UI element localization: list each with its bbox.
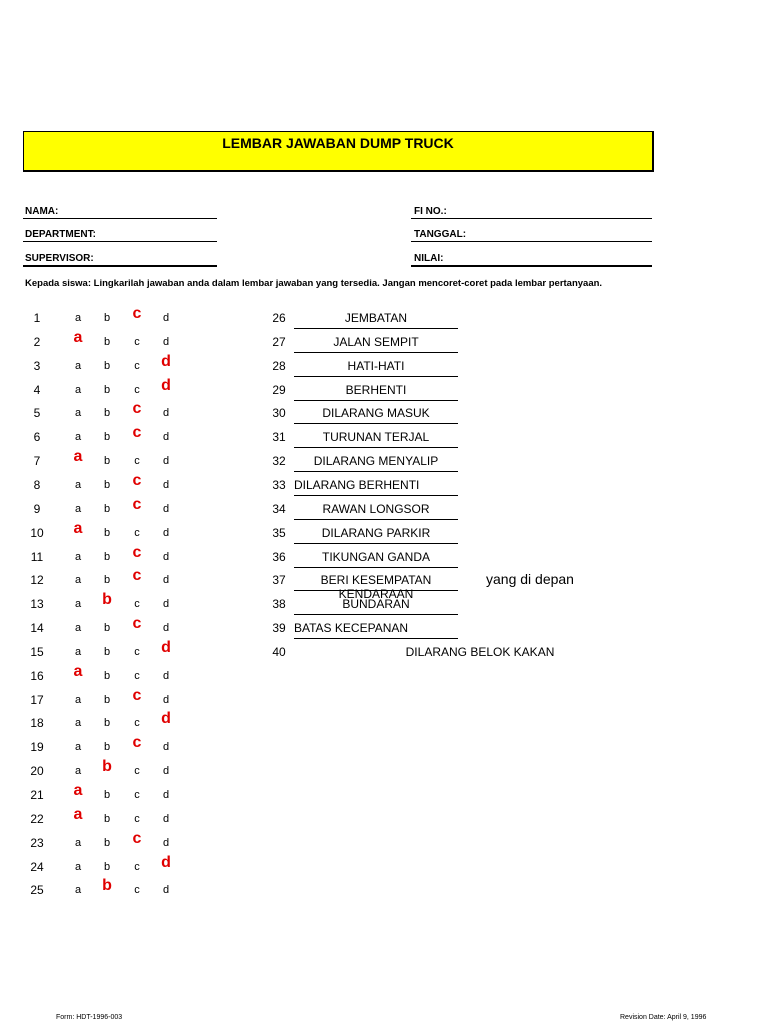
question-number: 10 bbox=[30, 525, 44, 540]
option-b[interactable]: b bbox=[103, 693, 111, 706]
option-c-selected[interactable]: c bbox=[132, 305, 142, 322]
option-c[interactable]: c bbox=[134, 383, 140, 396]
option-a[interactable]: a bbox=[74, 407, 82, 420]
option-a-selected[interactable]: a bbox=[73, 328, 83, 346]
question-number: 1 bbox=[33, 311, 41, 325]
option-d[interactable]: d bbox=[162, 598, 170, 611]
option-c-selected[interactable]: c bbox=[132, 829, 142, 847]
sign-answer[interactable]: RAWAN LONGSOR bbox=[322, 501, 430, 516]
question-number: 17 bbox=[30, 692, 44, 707]
option-a[interactable]: a bbox=[74, 860, 82, 873]
option-a[interactable]: a bbox=[74, 574, 82, 587]
option-d[interactable]: d bbox=[162, 455, 170, 468]
question-number: 9 bbox=[33, 501, 41, 516]
option-b[interactable]: b bbox=[103, 431, 111, 444]
sign-answer-row bbox=[0, 359, 768, 379]
department-label: DEPARTMENT: bbox=[25, 229, 96, 240]
option-b[interactable]: b bbox=[103, 335, 111, 348]
option-d[interactable]: d bbox=[162, 789, 170, 801]
question-number: 18 bbox=[30, 716, 44, 731]
option-b[interactable]: b bbox=[103, 860, 111, 873]
option-b[interactable]: b bbox=[103, 359, 111, 372]
sign-answer-extra: yang di depan bbox=[486, 571, 574, 588]
fi-no-field[interactable] bbox=[411, 218, 652, 219]
sign-answer[interactable]: BUNDARAN bbox=[342, 597, 410, 612]
question-number: 16 bbox=[30, 668, 44, 683]
sign-answer[interactable]: DILARANG MENYALIP bbox=[313, 454, 439, 469]
answer-underline bbox=[294, 400, 458, 401]
nama-label: NAMA: bbox=[25, 206, 59, 217]
option-c[interactable]: c bbox=[134, 645, 140, 658]
option-d-selected[interactable]: d bbox=[161, 352, 171, 370]
option-d[interactable]: d bbox=[162, 765, 170, 778]
option-a[interactable]: a bbox=[74, 312, 82, 324]
answer-underline bbox=[294, 614, 458, 615]
instruction-text: Kepada siswa: Lingkarilah jawaban anda dalam lembar jawaban yang tersedia. Jangan mencoret-coret pada lembar pertanyaan. bbox=[25, 278, 603, 289]
option-d[interactable]: d bbox=[162, 622, 170, 635]
option-a[interactable]: a bbox=[74, 598, 82, 611]
sign-answer[interactable]: TIKUNGAN GANDA bbox=[321, 549, 430, 564]
option-c-selected[interactable]: c bbox=[132, 734, 142, 752]
question-number: 23 bbox=[30, 835, 44, 850]
sign-answer-row bbox=[0, 597, 768, 617]
question-row bbox=[0, 758, 200, 784]
option-b[interactable]: b bbox=[103, 526, 111, 539]
option-b[interactable]: b bbox=[103, 717, 111, 730]
question-row bbox=[0, 782, 200, 808]
sign-answer-row bbox=[0, 550, 768, 570]
option-d[interactable]: d bbox=[162, 431, 170, 444]
question-number: 13 bbox=[30, 597, 44, 612]
sign-answer-row bbox=[0, 335, 768, 355]
option-d-selected[interactable]: d bbox=[161, 376, 171, 394]
option-c-selected[interactable]: c bbox=[132, 686, 142, 704]
sign-answer[interactable]: BATAS KECEPANAN bbox=[294, 621, 409, 636]
revision-date: Revision Date: April 9, 1996 bbox=[620, 1014, 707, 1021]
sign-answer[interactable]: BERHENTI bbox=[345, 382, 407, 397]
question-number: 19 bbox=[30, 740, 44, 755]
question-number: 2 bbox=[33, 334, 41, 349]
option-d[interactable]: d bbox=[162, 526, 170, 539]
nama-field[interactable] bbox=[23, 218, 217, 219]
department-field[interactable] bbox=[23, 241, 217, 242]
option-b[interactable]: b bbox=[103, 812, 111, 825]
option-c[interactable]: c bbox=[134, 359, 140, 372]
option-b[interactable]: b bbox=[103, 550, 111, 563]
option-a[interactable]: a bbox=[74, 765, 82, 778]
question-number: 3 bbox=[33, 358, 41, 373]
option-d[interactable]: d bbox=[162, 669, 170, 682]
sign-number: 32 bbox=[272, 454, 286, 469]
option-a[interactable]: a bbox=[74, 741, 82, 754]
option-a-selected[interactable]: a bbox=[73, 782, 83, 799]
question-number: 7 bbox=[33, 454, 41, 469]
sign-answer-row bbox=[0, 478, 768, 498]
option-a[interactable]: a bbox=[74, 884, 82, 897]
option-a[interactable]: a bbox=[74, 717, 82, 730]
question-number: 4 bbox=[33, 382, 41, 397]
nilai-label: NILAI: bbox=[414, 253, 444, 264]
sign-number: 29 bbox=[272, 382, 286, 397]
sign-answer-row bbox=[0, 502, 768, 522]
question-number: 24 bbox=[30, 859, 44, 874]
sign-number: 33 bbox=[272, 477, 286, 492]
sign-number: 28 bbox=[272, 358, 286, 373]
option-c[interactable]: c bbox=[134, 812, 140, 825]
option-a-selected[interactable]: a bbox=[73, 448, 83, 466]
option-b[interactable]: b bbox=[103, 836, 111, 849]
option-d[interactable]: d bbox=[162, 812, 170, 825]
option-d[interactable]: d bbox=[162, 574, 170, 587]
question-number: 22 bbox=[30, 811, 44, 826]
form-number: Form: HDT-1996-003 bbox=[56, 1014, 123, 1021]
option-d-selected[interactable]: d bbox=[161, 710, 171, 728]
question-row bbox=[0, 662, 200, 689]
option-b[interactable]: b bbox=[103, 574, 111, 587]
option-b[interactable]: b bbox=[103, 478, 111, 491]
sign-number: 37 bbox=[272, 573, 286, 588]
sign-number: 34 bbox=[272, 501, 286, 516]
option-c[interactable]: c bbox=[134, 598, 140, 611]
option-d[interactable]: d bbox=[162, 884, 170, 897]
option-c[interactable]: c bbox=[134, 335, 140, 348]
option-d[interactable]: d bbox=[162, 407, 170, 420]
option-d[interactable]: d bbox=[162, 550, 170, 563]
option-c[interactable]: c bbox=[134, 765, 140, 778]
sign-number: 39 bbox=[272, 621, 286, 636]
option-c[interactable]: c bbox=[134, 789, 140, 801]
answer-underline bbox=[294, 447, 458, 448]
option-b[interactable]: b bbox=[103, 455, 111, 468]
option-a[interactable]: a bbox=[74, 550, 82, 563]
question-number: 25 bbox=[30, 883, 44, 898]
option-c-selected[interactable]: c bbox=[132, 543, 142, 561]
option-d[interactable]: d bbox=[162, 836, 170, 849]
option-b[interactable]: b bbox=[103, 407, 111, 420]
question-number: 6 bbox=[33, 430, 41, 445]
answer-underline bbox=[294, 328, 458, 329]
option-b-selected[interactable]: b bbox=[102, 877, 112, 895]
option-b[interactable]: b bbox=[103, 312, 111, 324]
option-d[interactable]: d bbox=[162, 693, 170, 706]
supervisor-label: SUPERVISOR: bbox=[25, 253, 94, 264]
sign-answer-row bbox=[0, 406, 768, 426]
sign-answer-row bbox=[0, 454, 768, 474]
sign-number: 31 bbox=[272, 430, 286, 445]
question-number: 15 bbox=[30, 644, 44, 659]
option-d[interactable]: d bbox=[162, 502, 170, 515]
sign-number: 36 bbox=[272, 549, 286, 564]
title-banner bbox=[23, 131, 654, 172]
sign-answer-row bbox=[0, 571, 768, 602]
sign-number: 35 bbox=[272, 525, 286, 540]
option-a-selected[interactable]: a bbox=[73, 805, 83, 823]
sign-answer-row bbox=[0, 383, 768, 403]
option-b[interactable]: b bbox=[103, 741, 111, 754]
question-number: 8 bbox=[33, 477, 41, 492]
sign-answer-row bbox=[0, 621, 768, 641]
sign-answer[interactable]: DILARANG BERHENTI bbox=[294, 477, 420, 492]
answer-underline bbox=[294, 567, 458, 568]
nilai-field[interactable] bbox=[411, 265, 652, 267]
option-d-selected[interactable]: d bbox=[161, 638, 171, 656]
sign-answer[interactable]: JEMBATAN bbox=[344, 311, 408, 325]
answer-underline bbox=[294, 376, 458, 377]
sign-number: 38 bbox=[272, 597, 286, 612]
option-a[interactable]: a bbox=[74, 693, 82, 706]
question-row bbox=[0, 877, 200, 903]
question-number: 20 bbox=[30, 764, 44, 779]
answer-underline bbox=[294, 352, 458, 353]
option-c[interactable]: c bbox=[134, 717, 140, 730]
option-b[interactable]: b bbox=[103, 383, 111, 396]
option-a[interactable]: a bbox=[74, 383, 82, 396]
option-a[interactable]: a bbox=[74, 622, 82, 635]
option-b[interactable]: b bbox=[103, 502, 111, 515]
sign-answer[interactable]: TURUNAN TERJAL bbox=[322, 430, 430, 445]
option-a-selected[interactable]: a bbox=[73, 662, 83, 680]
answer-underline bbox=[294, 590, 458, 591]
option-c[interactable]: c bbox=[134, 526, 140, 539]
option-d[interactable]: d bbox=[162, 741, 170, 754]
option-b[interactable]: b bbox=[103, 645, 111, 658]
sign-answer[interactable]: JALAN SEMPIT bbox=[333, 334, 419, 349]
sign-answer[interactable]: HATI-HATI bbox=[347, 358, 405, 373]
option-c-selected[interactable]: c bbox=[132, 615, 142, 633]
option-d[interactable]: d bbox=[162, 335, 170, 348]
option-d[interactable]: d bbox=[162, 312, 170, 324]
option-b[interactable]: b bbox=[103, 669, 111, 682]
sign-answer-row bbox=[0, 645, 768, 665]
fi-no-label: FI NO.: bbox=[414, 206, 447, 217]
option-b-selected[interactable]: b bbox=[102, 591, 112, 609]
sign-answer[interactable]: BERI KESEMPATAN KENDARAAN bbox=[320, 573, 432, 602]
answer-underline bbox=[294, 423, 458, 424]
option-c-selected[interactable]: c bbox=[132, 567, 142, 585]
sign-answer[interactable]: DILARANG PARKIR bbox=[321, 525, 431, 540]
option-c-selected[interactable]: c bbox=[132, 471, 142, 489]
option-c-selected[interactable]: c bbox=[132, 424, 142, 442]
question-number: 14 bbox=[30, 621, 44, 636]
question-number: 5 bbox=[33, 406, 41, 421]
tanggal-field[interactable] bbox=[411, 241, 652, 242]
sign-number: 26 bbox=[272, 311, 286, 325]
answer-underline bbox=[294, 471, 458, 472]
sign-number: 27 bbox=[272, 334, 286, 349]
question-row bbox=[0, 805, 200, 832]
option-d-selected[interactable]: d bbox=[161, 853, 171, 871]
question-row bbox=[0, 710, 200, 736]
tanggal-label: TANGGAL: bbox=[414, 229, 467, 240]
option-c[interactable]: c bbox=[134, 669, 140, 682]
answer-underline bbox=[294, 638, 458, 639]
sign-answer[interactable]: DILARANG BELOK KAKAN bbox=[405, 644, 555, 659]
option-a-selected[interactable]: a bbox=[73, 519, 83, 537]
answer-underline bbox=[294, 543, 458, 544]
option-c[interactable]: c bbox=[134, 860, 140, 873]
answer-underline bbox=[294, 495, 458, 496]
option-b[interactable]: b bbox=[103, 622, 111, 635]
option-c-selected[interactable]: c bbox=[132, 495, 142, 513]
sign-answer-row bbox=[0, 311, 768, 331]
question-number: 11 bbox=[30, 549, 44, 564]
option-a[interactable]: a bbox=[74, 502, 82, 515]
option-b-selected[interactable]: b bbox=[102, 758, 112, 776]
option-c-selected[interactable]: c bbox=[132, 400, 142, 418]
sign-answer-row bbox=[0, 430, 768, 450]
option-d[interactable]: d bbox=[162, 478, 170, 491]
option-a[interactable]: a bbox=[74, 431, 82, 444]
option-c[interactable]: c bbox=[134, 455, 140, 468]
page-title: LEMBAR JAWABAN DUMP TRUCK bbox=[222, 135, 454, 151]
question-number: 21 bbox=[30, 788, 44, 802]
option-a[interactable]: a bbox=[74, 645, 82, 658]
option-a[interactable]: a bbox=[74, 836, 82, 849]
option-c[interactable]: c bbox=[134, 884, 140, 897]
sign-answer-row bbox=[0, 526, 768, 546]
option-a[interactable]: a bbox=[74, 478, 82, 491]
sign-number: 40 bbox=[272, 644, 286, 659]
sign-answer[interactable]: DILARANG MASUK bbox=[322, 406, 430, 421]
option-a[interactable]: a bbox=[74, 359, 82, 372]
supervisor-field[interactable] bbox=[23, 265, 217, 267]
question-number: 12 bbox=[30, 573, 44, 588]
sign-number: 30 bbox=[272, 406, 286, 421]
option-b[interactable]: b bbox=[103, 789, 111, 801]
answer-underline bbox=[294, 519, 458, 520]
